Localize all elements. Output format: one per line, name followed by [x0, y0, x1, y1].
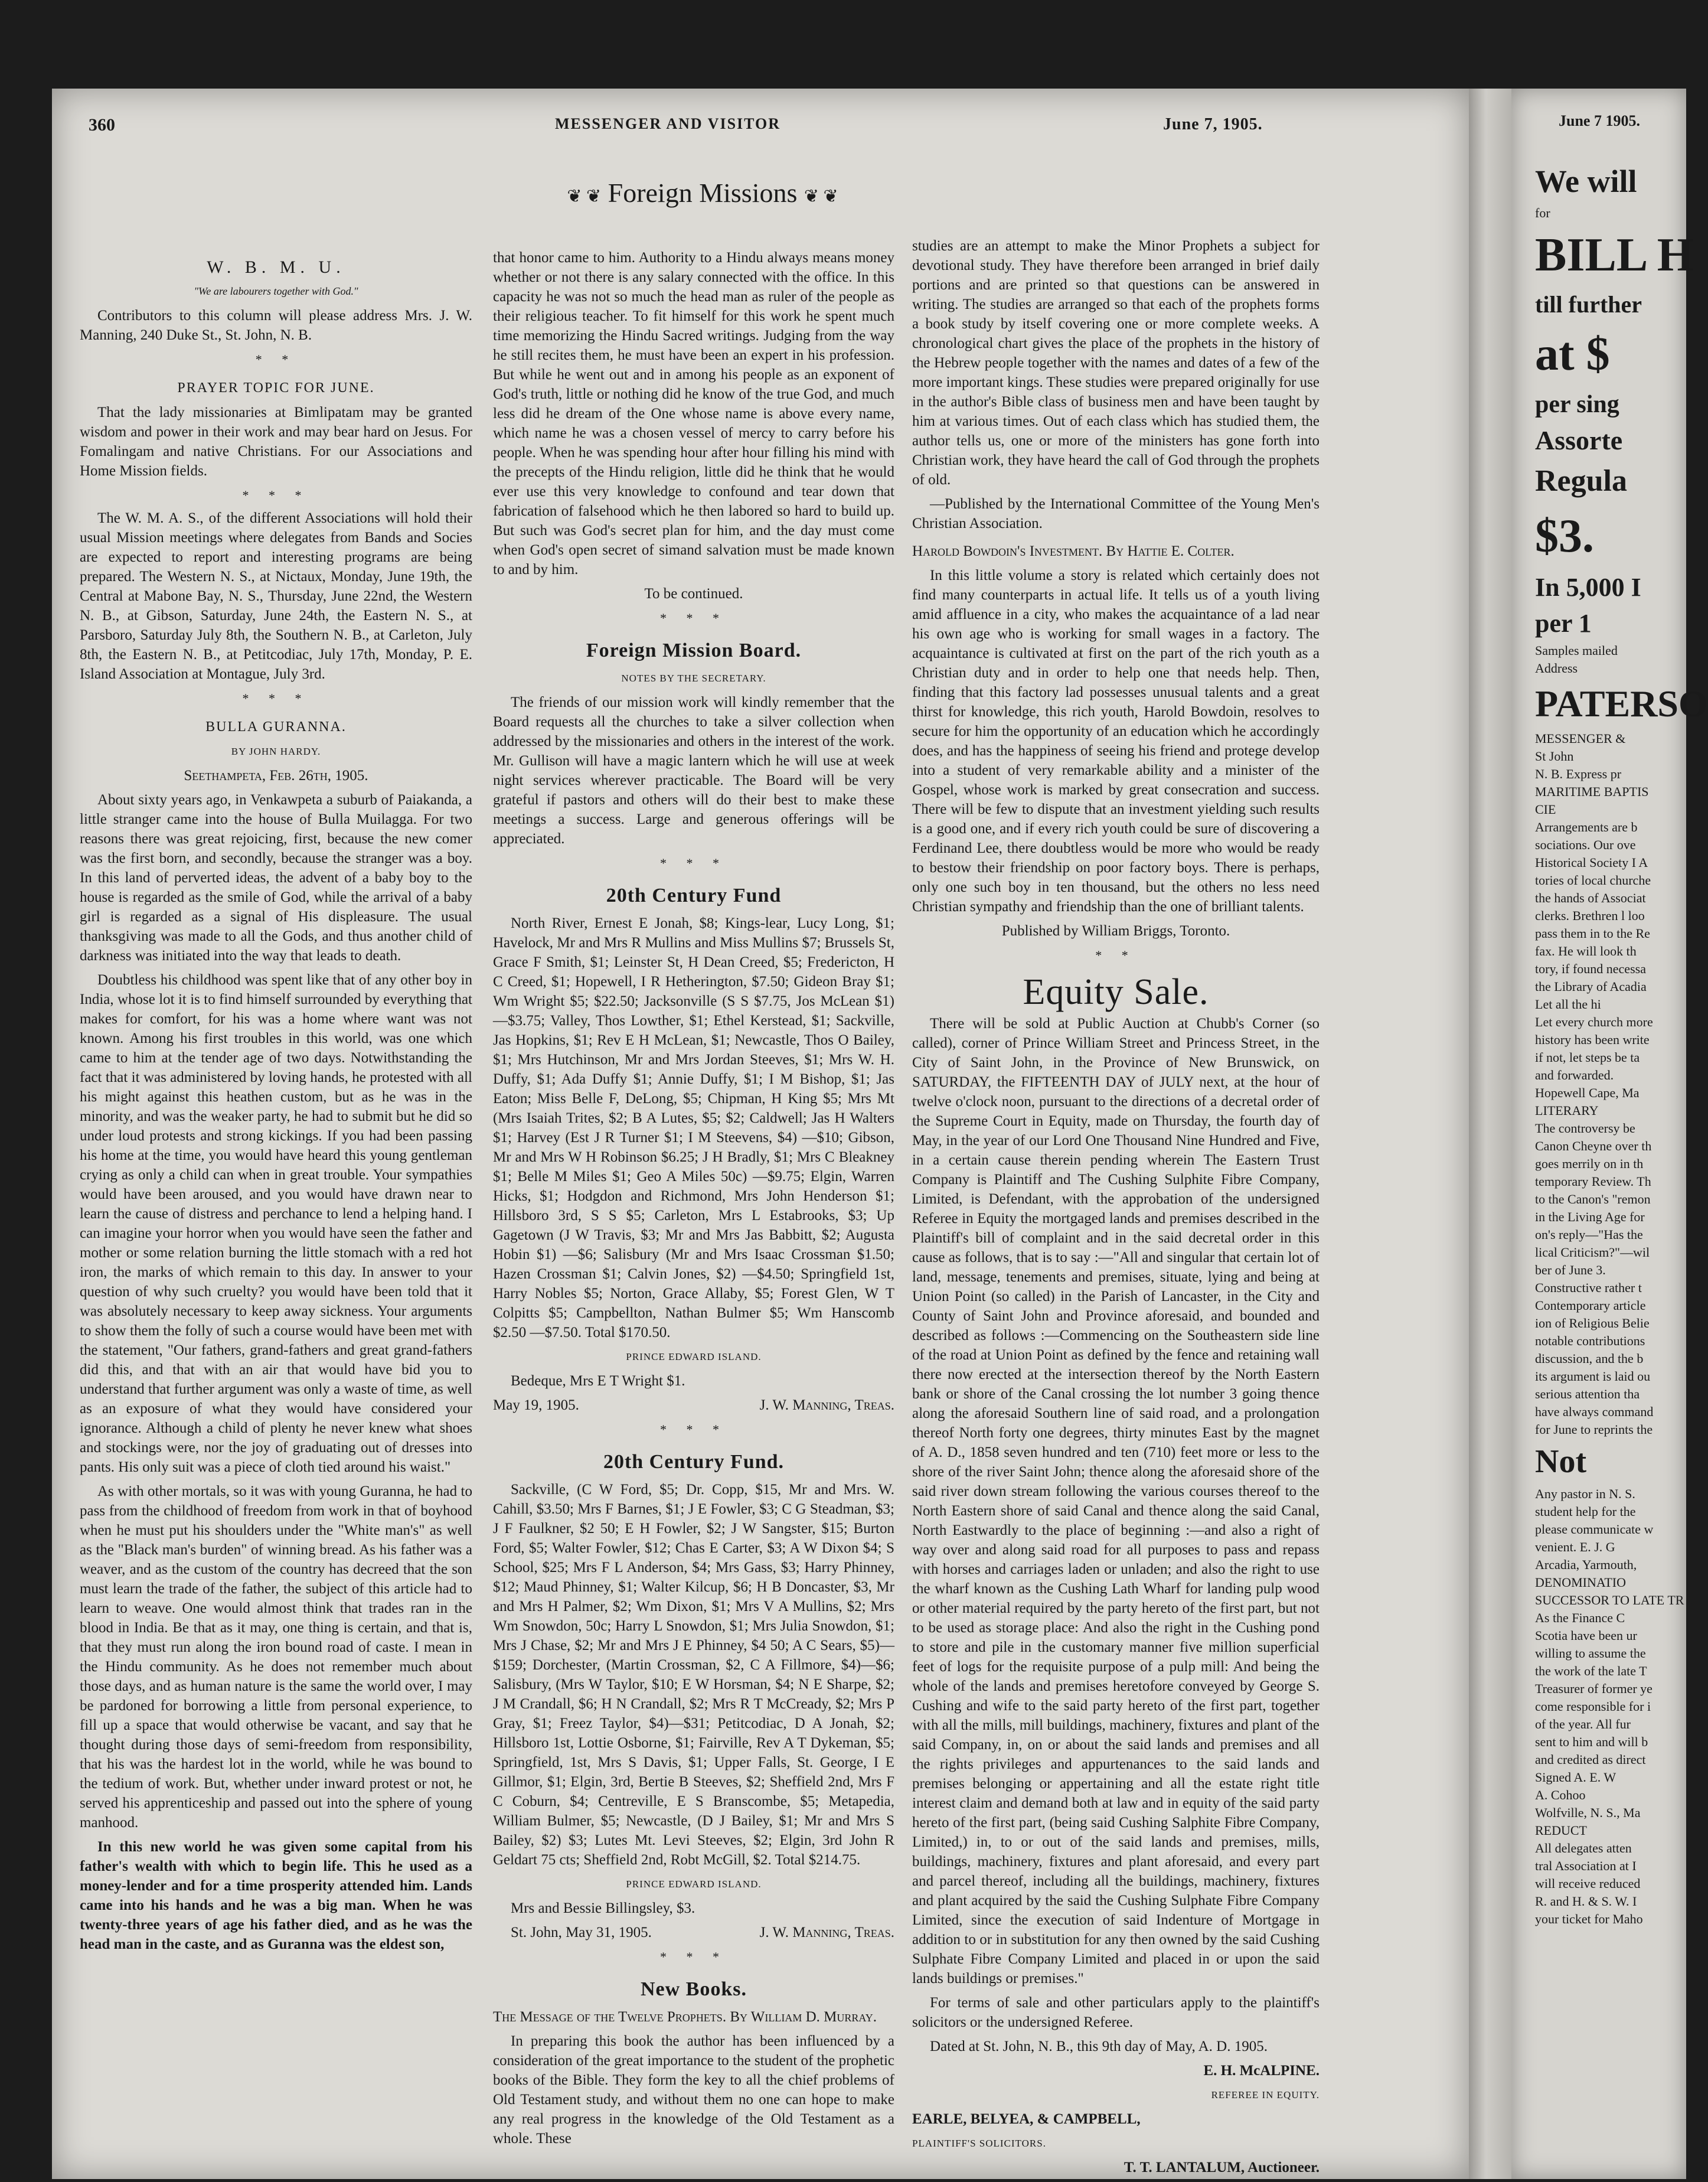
adjacent-page-line: Not — [1535, 1443, 1587, 1480]
wbmu-motto: "We are labourers together with God." — [194, 285, 358, 297]
adjacent-page-line: Address — [1535, 660, 1578, 676]
published-note: —Published by the International Committee of the Young Men's Christian Association. — [912, 496, 1320, 531]
equity-dated: Dated at St. John, N. B., this 9th day of May, A. D. 1905. — [930, 2039, 1268, 2054]
prayer-text: That the lady missionaries at Bimlipatam may be granted wisdom and power in their work and may bear hard on Jesus. For Fomalingam and native Christians. For our Associations and Home Mission fields. — [80, 405, 472, 479]
adjacent-page-line: Hopewell Cape, Ma — [1535, 1085, 1640, 1101]
pei-heading-2: PRINCE EDWARD ISLAND. — [626, 1878, 762, 1890]
adjacent-page-line: and credited as direct — [1535, 1752, 1646, 1767]
adjacent-page-line: sociations. Our ove — [1535, 837, 1636, 853]
adjacent-page-line: your ticket for Maho — [1535, 1911, 1643, 1926]
adjacent-page-line: fax. He will look th — [1535, 944, 1637, 959]
header-date: June 7, 1905. — [1163, 115, 1263, 133]
page-gutter — [1469, 89, 1511, 2179]
adjacent-page-line: REDUCT — [1535, 1822, 1587, 1838]
new-books-book: The Message of the Twelve Prophets. By William D. Murray. — [493, 2009, 877, 2025]
equity-solicitors-title: PLAINTIFF'S SOLICITORS. — [912, 2138, 1046, 2149]
bulla-dateline: Seethampeta, Feb. 26th, 1905. — [184, 768, 368, 784]
adjacent-page-line: the Library of Acadia — [1535, 979, 1647, 994]
prayer-heading: PRAYER TOPIC FOR JUNE. — [177, 380, 375, 396]
adjacent-page-line: per sing — [1535, 390, 1619, 418]
adjacent-page-line: to the Canon's "remon — [1535, 1192, 1651, 1207]
adjacent-page-line: Constructive rather t — [1535, 1280, 1642, 1296]
adjacent-page-line: notable contributions — [1535, 1333, 1645, 1349]
equity-auctioneer: T. T. LANTALUM, Auctioneer. — [1124, 2160, 1320, 2176]
adjacent-page-line: discussion, and the b — [1535, 1351, 1644, 1366]
adjacent-page-line: As the Finance C — [1535, 1610, 1625, 1625]
adjacent-page-line: Regula — [1535, 464, 1627, 498]
pei-heading: PRINCE EDWARD ISLAND. — [626, 1351, 762, 1362]
adjacent-page-line: All delegates atten — [1535, 1840, 1632, 1855]
adjacent-page-line: goes merrily on in th — [1535, 1156, 1644, 1172]
fmb-subtitle: NOTES BY THE SECRETARY. — [621, 673, 766, 684]
column-wbmu — [80, 248, 472, 1959]
column-middle — [493, 248, 894, 2153]
published-note-2: Published by William Briggs, Toronto. — [1001, 923, 1230, 939]
adjacent-page-line: sent to him and will b — [1535, 1734, 1648, 1749]
adjacent-page-line: We will — [1535, 164, 1637, 199]
adjacent-page-line: DENOMINATIO — [1535, 1574, 1626, 1590]
adjacent-page-line: Arrangements are b — [1535, 820, 1638, 835]
adjacent-page-line: LITERARY — [1535, 1103, 1599, 1118]
bulla-title: BULLA GURANNA. — [205, 719, 347, 735]
adjacent-page-line: The controversy be — [1535, 1121, 1635, 1136]
adjacent-page-line: will receive reduced — [1535, 1876, 1641, 1891]
adjacent-page-line: for — [1535, 205, 1550, 220]
adjacent-page-line: BILL H — [1535, 229, 1694, 281]
adjacent-page-line: Let every church more — [1535, 1015, 1653, 1030]
adjacent-page-line: lical Criticism?"—wil — [1535, 1245, 1650, 1260]
adjacent-page-line: MARITIME BAPTIS — [1535, 784, 1649, 800]
adjacent-page-line: PATERSO — [1535, 682, 1708, 725]
century-fund-list: North River, Ernest E Jonah, $8; Kings-lear, Lucy Long, $1; Havelock, Mr and Mrs R Mullins and Miss Mullins $7; Brussels St, Grace F Smith, $1; Leinster St, H Dean Creed, $5; Fredericton, H C Creed, $1; Hopewell, I R Hetherington, $7.50; Gideon Bray $1; Wm Wright $5; $22.50; Jacksonville (S S $7.75, Jos McLean $1) —$3.75; Valley, Thos Lowther, $1; Ethel Kerstead, $1; Sackville, Jas Hopkins, $1; Rev E H McLean, $1; Newcastle, Thos O Bailey, $1; Mrs Hutchinson, Mr and Mrs Jordan Steeves, $1; Mrs W. H. Duffy, $1; Ada Duffy $1; Annie Duffy, $1; I M Bishop, $1; Jas Eaton; Miss Belle F, DeLong, $5; Chipman, H King $5; Mrs Mt (Mrs Isaiah Trites, $2; B A Lutes, $5; $2; Caldwell; Jas H Walters $1; Harvey (Est J R Turner $1; I M Steevens, $4) —$10; Gibson, Mr and Mrs W H Robinson $6.25; J H Bradly, $1; Mrs C Bleakney $1; Belle M Miles $1; Geo A Miles 50c) —$9.75; Elgin, Warren Hicks, $1; Hodgdon and Richmond, Mrs John Henderson $1; Hillsboro 3rd, S S $5; Carleton, Mrs L Estabrooks, $3; Up Gagetown (J W Travis, $3; Mr and Mrs Jas Babbitt, $2; Augusta Hobin $1) —$6; Salisbury (Mr and Mrs Isaac Crossman $1.50; Hazen Crossman $1; Calvin Jones, $2) —$4.50; Springfield 1st, Harry Nobles $5; Norton, Grace Allaby, $5; Forest Glen, W T Colpitts $5; Campbellton, Nathan Bulmer $5; Wm Hanscomb $2.50 —$7.50. Total $170.50. — [493, 915, 894, 1340]
adjacent-page-line: temporary Review. Th — [1535, 1174, 1651, 1189]
adjacent-page-line: for June to reprints the — [1535, 1422, 1653, 1437]
adjacent-page-line: A. Cohoo — [1535, 1787, 1586, 1802]
adjacent-page-line: come responsible for i — [1535, 1698, 1651, 1714]
equity-sale-text: There will be sold at Public Auction at Chubb's Corner (so called), corner of Prince William Street and Princess Street, in the City of Saint John, in the Province of New Brunswick, on SATURDAY, the FIFTEENTH DAY of JULY next, at the hour of twelve o'clock noon, pursuant to the directions of a decretal order of the Supreme Court in Equity, made on Thursday, the fourth day of May, in the year of our Lord One Thousand Nine Hundred and Five, in a certain cause therein pending wherein The Eastern Trust Company is Plaintiff and The Cushing Sulphite Fibre Company, Limited, is Defendant, with the approbation of the undersigned Referee in Equity the mortgaged lands and premises described in the Plaintiff's bill of complaint and in the said decretal order in this cause as follows, that is to say :—"All and singular that certain lot of land, message, tenements and premises, situate, lying and being at Union Point (so called) in the Parish of Lancaster, in the City and County of Saint John and Province aforesaid, and bounded and described as follows :—Commencing on the Southeastern side line of the road at Union Point as defined by the fence and retaining wall there now erected at the intersection thereof by the North Eastern bank or shore of the Canal crossing the lot number 3 going thence along the aforesaid Southern line of said road, and a prolongation thereof North forty one degrees, thirty minutes East by the magnet of A. D., 1858 seven hundred and ten (710) feet more or less to the shore of the river Saint John; thence along the aforesaid shore of the said river down stream following the various courses thereof to the North Eastern shore of said Canal and thence along the said Canal, North Eastwardly to the place of beginning :—and also a right of way over and along said road for all purposes to pass and repass with horses and carriages laden or unladen; and also the right to use the wharf known as the Cushing Lath Wharf for landing pulp wood or other material required by the party hereto of the first part, but not to be used as storage place: And also the right in the Cushing pond to store and pile in the customary manner five million superficial feet of logs for the requisite purpose of a pulp mill: And being the whole of the lands and premises heretofore conveyed by George S. Cushing and wife to the said party hereto of the first part, together with all the mills, mill buildings, machinery, fixtures and plant of the said Company, in, on or about the said lands and premises and all the rights privileges and appurtenances to the said lands and premises belonging or appertaining and all the estate right title interest claim and demand both at law and in equity of the said party hereto of the first part, (being said Cushing Salphite Fibre Company, Limited,) in, to or out of the said lands and premises, mills, buildings, machinery, fixtures and plant aforesaid, and every part and parcel thereof, including all the buildings, machinery, fixtures and plant acquired by the said the Cushing Sulphate Fibre Company Limited, since the execution of said Indenture of Mortgage in addition to or in substitution for any then owned by the said Cushing Sulphate Fibre Company Limited and placed in or upon the said lands buildings or premises." — [912, 1016, 1320, 1987]
adjacent-page-line: Contemporary article — [1535, 1298, 1646, 1313]
fmb-text: The friends of our mission work will kindly remember that the Board requests all the churches to take a silver collection when addressed by the missionaries and others in the interest of the work. Mr. Gullison will have a magic lantern which he will use at week night services wherever practicable. The Board will be very grateful if pastors and others will do their best to make these meetings a success. Large and generous offerings will be appreciated. — [493, 694, 894, 847]
adjacent-page-line: tories of local churche — [1535, 873, 1651, 888]
adjacent-page-line: clerks. Brethren l loo — [1535, 908, 1645, 924]
equity-referee-title: REFEREE IN EQUITY. — [1211, 2089, 1320, 2101]
adjacent-page-line: SUCCESSOR TO LATE TR — [1535, 1592, 1684, 1607]
adjacent-page-date: June 7 1905. — [1559, 112, 1640, 129]
adjacent-page-line: MESSENGER & — [1535, 731, 1626, 746]
adjacent-page-line: of the year. All fur — [1535, 1716, 1631, 1731]
new-books-title: New Books. — [640, 1978, 747, 2000]
adjacent-page-line: willing to assume the — [1535, 1645, 1646, 1661]
century-fund-title: 20th Century Fund — [606, 885, 782, 906]
adjacent-page-line: tory, if found necessa — [1535, 961, 1646, 977]
adjacent-page-line: Arcadia, Yarmouth, — [1535, 1557, 1637, 1572]
equity-referee: E. H. McALPINE. — [1203, 2063, 1320, 2079]
pei-date-2: St. John, May 31, 1905. J. W. Manning, Treas. — [511, 1925, 894, 1940]
adjacent-page-line: Assorte — [1535, 425, 1623, 456]
adjacent-page-line: have always command — [1535, 1404, 1654, 1420]
equity-solicitors: EARLE, BELYEA, & CAMPBELL, — [912, 2111, 1141, 2127]
adjacent-page-line: history has been write — [1535, 1032, 1650, 1048]
adjacent-page-line: ion of Religious Belie — [1535, 1316, 1650, 1331]
bulla-paragraph: In this new world he was given some capital from his father's wealth with which to begin life. This he used as a money-lender and for a time prosperity attended him. Lands came into his hands and he was a big man. When he was twenty-three years of age his father died, and as he was the head man in the caste, and as Guranna was the eldest son, — [80, 1839, 472, 1952]
new-books-text: In preparing this book the author has been influenced by a consideration of the great importance to the student of the prophetic books of the Bible. They form the key to all the chief problems of Old Testament study, and without them no one can hope to make any real progress in the knowledge of the Old Testament as a whole. These — [493, 2033, 894, 2147]
century-fund-title-2: 20th Century Fund. — [603, 1451, 785, 1473]
adjacent-page-line: in the Living Age for — [1535, 1209, 1645, 1225]
wbmu-title: W. B. M. U. — [207, 257, 345, 277]
divider-stars: * * — [1095, 948, 1137, 963]
equity-sale-title: Equity Sale. — [1023, 972, 1209, 1012]
adjacent-page-line: $3. — [1535, 510, 1594, 562]
fmb-title: Foreign Mission Board. — [586, 640, 802, 661]
adjacent-page-line: serious attention tha — [1535, 1387, 1640, 1402]
adjacent-page-line: at $ — [1535, 328, 1610, 380]
pei-text-2: Mrs and Bessie Billingsley, $3. — [511, 1900, 695, 1916]
page-number: 360 — [89, 115, 115, 135]
adjacent-page-line: Samples mailed — [1535, 642, 1618, 658]
adjacent-page-line: per 1 — [1535, 609, 1592, 638]
adjacent-page-line: CIE — [1535, 802, 1556, 817]
bulla-paragraph: About sixty years ago, in Venkawpeta a suburb of Paiakanda, a little stranger came into the house of Bulla Muilagga. For two reasons there was great rejoicing, first, because the new comer was the first born, and secondly, because the stranger was a boy. In this land of perverted ideas, the advent of a baby boy to the house is regarded as the smile of God, while the arrival of a baby girl is regarded as a signal of His displeasure. The usual thanksgiving was made to all the Gods, and thus another child of darkness was initiated into the way that leads to death. — [80, 792, 472, 964]
pei-text: Bedeque, Mrs E T Wright $1. — [511, 1373, 685, 1389]
adjacent-page-line: Historical Society I A — [1535, 855, 1648, 870]
adjacent-page-line: Canon Cheyne over th — [1535, 1139, 1652, 1154]
section-title: ❦ ❦ Foreign Missions ❦ ❦ — [567, 178, 838, 208]
bulla-paragraph: As with other mortals, so it was with young Guranna, he had to pass from the childhood of freedom from work in that of boyhood when he must put his shoulders under the "White man's" as well as the "Black man's burden" of winning bread. As his father was a weaver, and as the custom of the country has decreed that the son must learn the trade of the father, the subject of this article had to learn to weave. One would almost think that trades ran in the blood in India. Be that as it may, one thing is certain, and that is, that they must run along the iron bound road of caste. I mean in the Hindu community. As he does not remember much about those days, and as human nature is the same the world over, I may be pardoned for borrowing a little from personal experience, to fill up a space that would otherwise be vacant, and say that he thought during those days of semi-freedom from responsibility, that his was the hardest lot in the world, while he was bound to the tedium of work. But, whether under inward protest or not, he served his apprenticeship and passed out into the sphere of young manhood. — [80, 1483, 472, 1831]
adjacent-page-line: student help for the — [1535, 1503, 1636, 1519]
adjacent-page-line: St John — [1535, 749, 1574, 764]
adjacent-page-line: pass them in to the Re — [1535, 926, 1650, 941]
adjacent-page — [1511, 89, 1708, 2179]
century-fund-list-2: Sackville, (C W Ford, $5; Dr. Copp, $15, Mr and Mrs. W. Cahill, $3.50; Mrs F Barnes, $1; J E Fowler, $3; C G Steadman, $3; J F Faulkner, $2 50; E H Fowler, $2; J W Sangster, $15; Burton Ford, $5; Walter Fowler, $12; Chas E Carter, $3; A W Dixon $4; S School, $25; Mrs F L Anderson, $4; Mrs Gass, $3; Harry Phinney, $12; Maud Phinney, $1; Walter Kilcup, $6; H B Doncaster, $3, Mr and Mrs H Palmer, $2; Wm Dixon, $1; Mrs V A Mullins, $2; Mrs Wm Snowdon, 50c; Harry L Snowdon, $1; Mrs Julia Snowdon, $1; Mrs J Chase, $2; Mr and Mrs J E Phinney, $4 50; A C Sears, $5)—$159; Dorchester, (Martin Crossman, $2, C A Fillmore, $4)—$6; Salisbury, (Mrs W Taylor, $10; E W Horsman, $4; N E Sharpe, $2; J M Crandall, $6; H N Crandall, $2; Mrs R T McCready, $2; Mrs P Gray, $1; Freez Taylor, $4)—$31; Petitcodiac, D A Jonah, $2; Hillsboro 1st, Lottie Osborne, $1; Fairville, Rev A T Dykeman, $5; Springfield, 1st, Mrs S Davis, $1; Upper Falls, St. George, I E Gillmor, $1; Elgin, 3rd, Bertie B Steeves, $2; Sheffield 2nd, Mrs F C Coburn, $4; Centreville, E S Branscombe, $5; Metapedia, William Bulmer, $5; Newcastle, (D J Bailey, $1; Mr and Mrs S Bailey, $2) $3; Lutes Mt. Levi Steeves, $2; Elgin, 3rd John R Geldart 75 cts; Sheffield 2nd, Robt McGill, $2. Total $214.75. — [493, 1482, 894, 1868]
adjacent-page-line: ber of June 3. — [1535, 1263, 1606, 1278]
adjacent-page-line: N. B. Express pr — [1535, 767, 1622, 782]
divider-stars: * * * — [660, 1422, 727, 1437]
adjacent-page-line: tral Association at I — [1535, 1858, 1637, 1873]
masthead: MESSENGER AND VISITOR — [555, 115, 781, 132]
adjacent-page-line: the work of the late T — [1535, 1663, 1647, 1678]
continued-text: studies are an attempt to make the Minor Prophets a subject for devotional study. They have therefore been arranged in brief daily portions and are printed so that questions can be answered in writing. The studies are arranged so that each of the prophets forms a book study by itself covering one or more complete weeks. A chronological chart gives the place of the prophets in the history of the Hebrew people together with the names and dates of a few of the more important kings. These studies were prepared originally for use in the author's Bible class of business men and have been taught by him at various times. Out of each class which has studied them, the author tells us, one or more of the ministers has gone forth into Christian work, they have heard the call of God through the prophets of old. — [912, 238, 1320, 488]
divider-stars: * * * — [660, 856, 727, 870]
adjacent-page-line: if not, let steps be ta — [1535, 1050, 1640, 1065]
wbmu-contributors: Contributors to this column will please address Mrs. J. W. Manning, 240 Duke St., St. John, N. B. — [80, 308, 472, 343]
adjacent-page-line: Wolfville, N. S., Ma — [1535, 1805, 1641, 1820]
divider-stars: * * * — [242, 691, 310, 706]
adjacent-page-line: R. and H. & S. W. I — [1535, 1893, 1637, 1909]
column-right — [912, 236, 1320, 2182]
to-be-continued: To be continued. — [644, 586, 743, 602]
adjacent-page-line: and forwarded. — [1535, 1068, 1614, 1083]
continued-text: that honor came to him. Authority to a Hindu always means money whether or not there is any salary connected with the office. In this capacity he was not so much the head man as ruler of the people as their religious teacher. To fit himself for this work he spent much time memorizing the Hindu Sacred writings. Judging from the way he still recites them, he must have been an expert in his profession. But while he went out and in among his people as an exponent of God's truth, little or nothing did he know of the true God, and much less did he dream of the One whose name is above every name, which name he was a chosen vessel of mercy to carry before his people. When he was spending hour after hour filling his mind with the precepts of the Hindu religion, little did he think that he would ever use this very knowledge to confound and tear down that fabrication of falsehood which he then labored so hard to build up. But such was God's secret plan for him, and the day must come when God's open secret of simand salvation must be made known to and by him. — [493, 250, 894, 578]
book-title: Harold Bowdoin's Investment. By Hattie E. Colter. — [912, 543, 1235, 559]
adjacent-page-line: Any pastor in N. S. — [1535, 1486, 1635, 1501]
divider-stars: * * * — [660, 611, 727, 625]
adjacent-page-line: its argument is laid ou — [1535, 1369, 1651, 1384]
adjacent-page-line: please communicate w — [1535, 1521, 1654, 1537]
adjacent-page-line: Treasurer of former ye — [1535, 1681, 1653, 1696]
wmas-text: The W. M. A. S., of the different Associations will hold their usual Mission meetings where delegates from Bands and Socies are expected to report and interesting programs are being prepared. The Western N. S., at Nictaux, Monday, June 19th, the Central at Mabone Bay, N. S., Thursday, June 22nd, the Western N. B., at Gibson, Saturday, June 24th, the Eastern N. S., at Parsboro, Saturday July 8th, the Southern N. B., at Carleton, July 8th, the Eastern N. B., at Petitcodiac, July 17th, Monday, P. E. Island Association at Montague, July 3rd. — [80, 510, 472, 682]
adjacent-page-line: on's reply—"Has the — [1535, 1227, 1643, 1242]
adjacent-page-line: Let all the hi — [1535, 997, 1601, 1012]
divider-stars: * * * — [242, 488, 310, 503]
adjacent-page-line: In 5,000 I — [1535, 572, 1641, 602]
adjacent-page-text — [1535, 159, 1708, 1928]
divider-stars: * * — [255, 352, 297, 367]
divider-stars: * * * — [660, 1949, 727, 1964]
pei-date: May 19, 1905. J. W. Manning, Treas. — [493, 1397, 894, 1413]
book-review: In this little volume a story is related which certainly does not find many counterparts in actual life. It tells us of a youth living amid affluence in a city, who makes the acquaintance of a lad near his own age who is working for small wages in a factory. The acquaintance is cultivated at first on the part of the rich youth as a Christian duty and in order to help one that needs help. Then, finding that this factory lad possesses unusual talents and a great thirst for knowledge, this rich youth, Harold Bowdoin, resolves to secure for him the opportunity of an education which he accordingly does, and has the happiness of seeing his friend and protege develop into a student of very remarkable ability and a minister of the Gospel, whose work is marked by great consecration and success. There will be few to dispute that an investment yielding such results is a good one, and if every rich youth could be sure of discovering a Ferdinand Lee, there doubtless would be more who would be ready to bestow their friendship on poor factory boys. There is perhaps, only one such boy in ten thousand, but the others no less need Christian sympathy and friendship than the one of brilliant talents. — [912, 567, 1320, 915]
adjacent-page-line: Signed A. E. W — [1535, 1769, 1616, 1785]
adjacent-page-line: till further — [1535, 291, 1642, 318]
equity-terms: For terms of sale and other particulars apply to the plaintiff's solicitors or the undersigned Referee. — [912, 1995, 1320, 2030]
bulla-author: BY JOHN HARDY. — [231, 746, 321, 757]
adjacent-page-line: venient. E. J. G — [1535, 1539, 1615, 1554]
bulla-paragraph: Doubtless his childhood was spent like that of any other boy in India, whose lot it is to find himself surrounded by everything that makes for comfort, for his was a home where want was not known. Among his first troubles in this world, was one which came to him at the tender age of two days. Notwithstanding the fact that it was administered by loving hands, he protested with all his might against this heathen custom, but as he was in the minority, and was the weaker party, he had to submit but he did so under loud protests and strong kickings. If you had been passing his home at the time, you would have heard this young gentleman crying as only a child can when in great trouble. Your sympathies would have been aroused, and you would have drawn near to learn the cause of distress and perchance to lend a helping hand. I can imagine your horror when you would have seen the father and mother or some relation burning the little stomach with a red hot iron, the marks of which remain to this day. In answer to your question of why such cruelty? you would have been told that it was absolutely necessary to keep away sickness. Your arguments to show them the folly of such a course would have been met with the statement, "Our fathers, grand-fathers and great grand-fathers did this, and that with an air that would have bid you to understand that further argument was only a waste of time, as well as an exposure of what they would have considered your ignorance. Although a child of plenty he never knew what shoes and stockings were, nor the joy of graduating out of dresses into pants. His only suit was a piece of cloth tied around his waist." — [80, 972, 472, 1475]
adjacent-page-line: the hands of Associat — [1535, 891, 1646, 906]
adjacent-page-line: Scotia have been ur — [1535, 1627, 1637, 1643]
